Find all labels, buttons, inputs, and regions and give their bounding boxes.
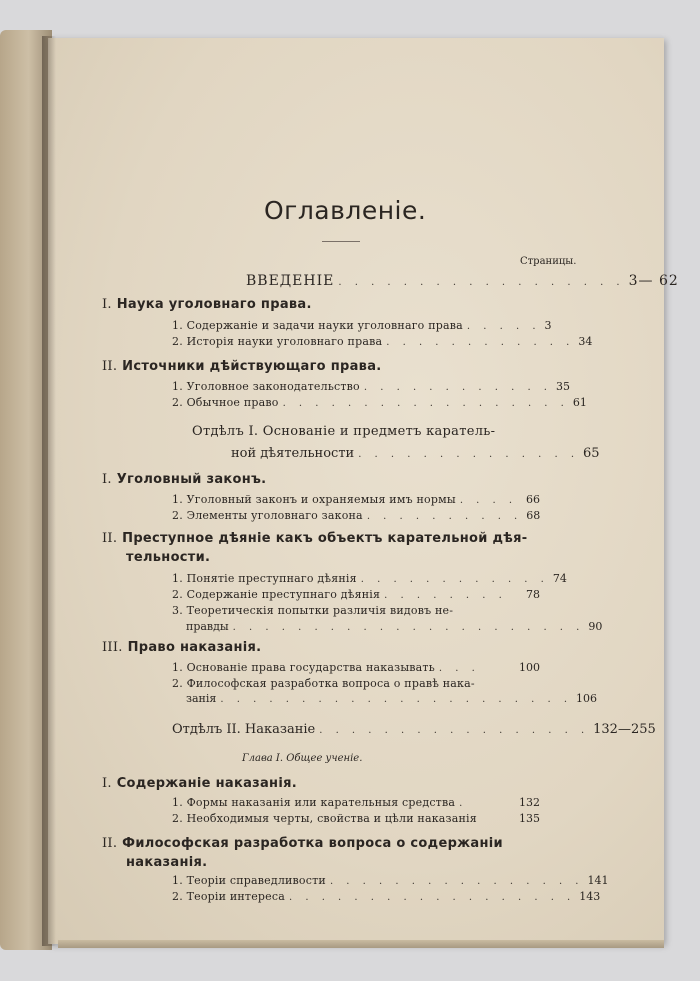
- toc-entry-label: 1. Формы наказанiя или карательныя средства: [172, 796, 456, 809]
- toc-entry: [172, 588, 540, 601]
- section-number: III.: [102, 640, 123, 655]
- toc-intro-label: ВВЕДЕНIЕ: [246, 273, 335, 289]
- section-title: Философская разработка вопроса о содержанiи: [122, 836, 503, 851]
- toc-entry-page: 74: [552, 572, 567, 585]
- toc-entry-label: 2. Теорiи интереса: [172, 890, 285, 903]
- toc-section-heading: [102, 776, 297, 791]
- section-number: I.: [102, 472, 112, 487]
- section-title: Преступное дѣянiе какъ объектъ карательной дѣя-: [122, 531, 528, 546]
- section-number: I.: [102, 776, 112, 791]
- toc-entry-page: 34: [578, 335, 593, 348]
- section-title: Право наказанiя.: [127, 640, 262, 655]
- toc-entry-label: 2. Обычное право: [172, 396, 279, 409]
- leader-dots: . . . . . . . . . . . . . . . .: [329, 876, 584, 887]
- toc-section-heading-cont: тельности.: [126, 550, 211, 565]
- leader-dots: . . . . . . . . . . . .: [360, 574, 549, 585]
- leader-dots: . . . . . . . . . .: [366, 511, 523, 522]
- section-number: I.: [102, 297, 112, 312]
- leader-dots: . . . . . . . .: [384, 590, 507, 601]
- toc-entry-label: 2. Исторiя науки уголовнаго права: [172, 335, 383, 348]
- leader-dots: . . . . . . . . . . . . . . . . . . . . . .: [232, 622, 585, 633]
- leader-dots: . . . . . . . . . . . . . . . . .: [319, 725, 590, 736]
- section-title: Источники дѣйствующаго права.: [122, 359, 382, 374]
- toc-intro-pages: 3— 62: [628, 273, 679, 289]
- toc-entry-page: 68: [526, 509, 541, 522]
- toc-entry-label-cont: правды: [186, 620, 229, 633]
- toc-section-heading: [102, 472, 266, 487]
- section-number: II.: [102, 836, 118, 851]
- toc-entry-label: 3. Теоретическiя попытки различiя видовъ не-: [172, 604, 454, 617]
- chapter-heading: Глава I. Общее ученiе.: [242, 753, 363, 764]
- toc-entry-label: 2. Содержанiе преступнаго дѣянiя: [172, 588, 381, 601]
- toc-entry-page: 141: [587, 874, 609, 887]
- leader-dots: . . . . . . . . . . . . . . . . . .: [338, 277, 625, 288]
- section-title: Уголовный законъ.: [116, 472, 267, 487]
- toc-section-heading: [102, 359, 382, 374]
- toc-entry-page: 100: [519, 661, 540, 674]
- leader-dots: . . . .: [459, 495, 518, 506]
- toc-entry: [172, 890, 601, 903]
- toc-part-pages: 132—255: [593, 722, 656, 737]
- toc-entry: [172, 874, 609, 887]
- toc-entry: [186, 692, 598, 705]
- toc-entry-page: 3: [544, 319, 552, 332]
- toc-entry-label: 2. Элементы уголовнаго закона: [172, 509, 363, 522]
- section-title: Наука уголовнаго права.: [116, 297, 312, 312]
- toc-part-heading: Отдѣлъ I. Основанiе и предметъ каратель-: [192, 424, 496, 439]
- toc-entry-label: 2. Философская разработка вопроса о правѣ нака-: [172, 677, 475, 690]
- toc-entry-label: 1. Основанiе права государства наказывать: [172, 661, 435, 674]
- toc-entry-page: 35: [556, 380, 570, 393]
- toc-entry: [172, 812, 540, 825]
- toc-entry: [172, 380, 570, 393]
- toc-section-heading: [102, 836, 503, 851]
- leader-dots: . . . . . . . . . . . . . . . . . .: [288, 892, 576, 903]
- toc-entry-label: 1. Теорiи справедливости: [172, 874, 326, 887]
- toc-entry: [172, 661, 540, 674]
- toc-entry-page: 90: [588, 620, 603, 633]
- toc-entry: [172, 572, 567, 585]
- toc-entry-label: 2. Необходимыя черты, свойства и цѣли наказанiя: [172, 812, 477, 825]
- title-divider: [322, 241, 360, 242]
- section-title: Содержанiе наказанiя.: [116, 776, 297, 791]
- toc-part-label: Отдѣлъ II. Наказанiе: [172, 722, 316, 737]
- toc-section-heading: [102, 297, 312, 312]
- leader-dots: . . . . . . . . . . . .: [386, 337, 575, 348]
- toc-entry-page: 135: [519, 812, 540, 825]
- leader-dots: . . . . . . . . . . . . . . . . . .: [282, 398, 569, 409]
- toc-section-heading: [102, 531, 527, 546]
- leader-dots: . . . . .: [466, 321, 541, 332]
- toc-entry-page: 106: [576, 692, 598, 705]
- toc-entry-label: 1. Понятiе преступнаго дѣянiя: [172, 572, 357, 585]
- spine-shadow: [42, 36, 56, 946]
- toc-entry: [172, 493, 540, 506]
- toc-entry-page: 78: [526, 588, 540, 601]
- leader-dots: . . . . . . . . . . . .: [363, 382, 552, 393]
- section-number: II.: [102, 359, 118, 374]
- toc-entry-label: 1. Содержанiе и задачи науки уголовнаго права: [172, 319, 463, 332]
- toc-entry-page: 61: [572, 396, 587, 409]
- toc-entry-page: 66: [526, 493, 540, 506]
- leader-dots: . . . . . . . . . . . . . . . . . . . . . .: [220, 694, 573, 705]
- toc-section-heading-cont: наказанiя.: [126, 855, 208, 870]
- toc-part-label: ной дѣятельности: [231, 446, 355, 461]
- page-bottom-edge: [58, 940, 664, 948]
- leader-dots: . . . . . . . . . . . . . .: [358, 449, 580, 460]
- toc-part-page: 65: [583, 446, 600, 461]
- toc-entry: [172, 335, 593, 348]
- leader-dots: . . .: [438, 663, 480, 674]
- toc-entry: [172, 319, 552, 332]
- toc-entry-page: 143: [579, 890, 601, 903]
- page-title: Оглавленie.: [264, 196, 427, 225]
- section-number: II.: [102, 531, 118, 546]
- toc-entry-page: 132: [519, 796, 540, 809]
- toc-entry: [172, 509, 540, 522]
- toc-part-row: [172, 722, 656, 737]
- leader-dots: .: [459, 798, 468, 809]
- toc-section-heading: [102, 640, 261, 655]
- toc-entry: [186, 620, 603, 633]
- toc-entry: [172, 796, 540, 809]
- toc-entry-label: 1. Уголовное законодательство: [172, 380, 360, 393]
- toc-entry: [172, 396, 587, 409]
- toc-entry-label: 1. Уголовный законъ и охраняемыя имъ нормы: [172, 493, 456, 506]
- pages-column-label: Страницы.: [520, 256, 577, 267]
- toc-part-row: [231, 446, 600, 461]
- toc-intro-row: [246, 273, 679, 289]
- toc-entry-label-cont: занiя: [186, 692, 217, 705]
